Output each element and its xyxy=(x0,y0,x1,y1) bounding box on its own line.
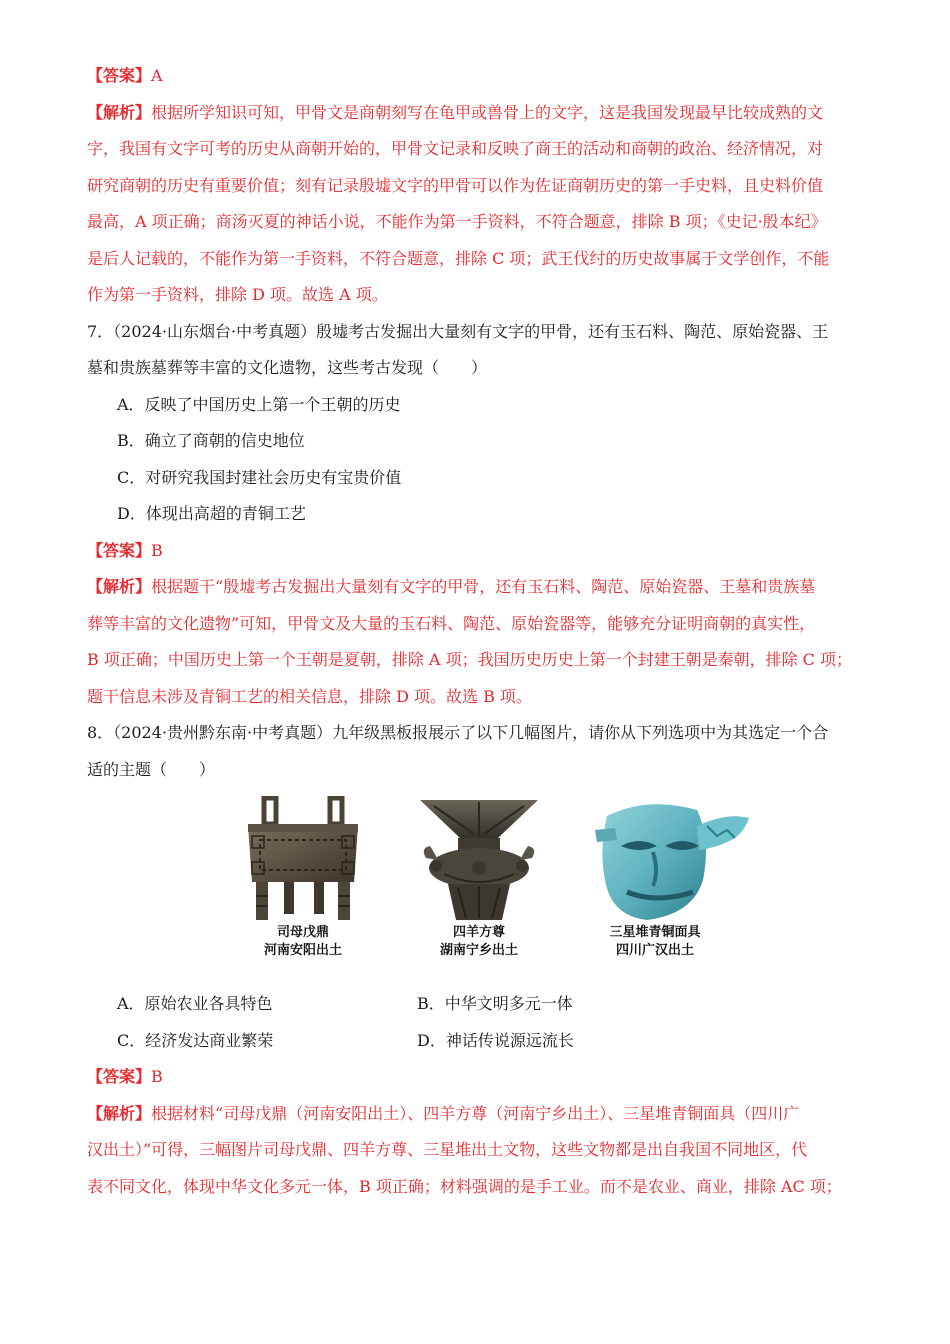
q8-option-c: C．经济发达商业繁荣 xyxy=(117,1030,274,1050)
q6-analysis-line-3: 研究商朝的历史有重要价值；刻有记录殷墟文字的甲骨可以作为佐证商朝历史的第一手史料，且史料价值 xyxy=(87,175,824,195)
q8-options-row-2 xyxy=(87,1023,865,1060)
q8-stem-line-1: 8．（2024·贵州黔东南·中考真题）九年级黑板报展示了以下几幅图片，请你从下列选项中为其选定一个合 xyxy=(87,723,829,742)
analysis-tag: 【解析】 xyxy=(87,577,152,596)
figure-caption-origin: 河南安阳出土 xyxy=(263,943,342,958)
q7-stem-line-1: 7．（2024·山东烟台·中考真题）殷墟考古发掘出大量刻有文字的甲骨，还有玉石料、陶范、原始瓷器、王 xyxy=(87,321,829,341)
answer-tag: 【答案】 xyxy=(87,1067,152,1086)
q7-stem-line-2: 墓和贵族墓葬等丰富的文化遗物，这些考古发现（ ） xyxy=(87,358,488,377)
q6-answer xyxy=(87,58,865,95)
q6-analysis-line-6: 作为第一手资料，排除 D 项。故选 A 项。 xyxy=(87,285,388,304)
analysis-tag: 【解析】 xyxy=(87,1103,152,1123)
answer-value: B xyxy=(151,1067,163,1086)
q8-analysis-line-2: 汉出土）”可得，三幅图片司母戊鼎、四羊方尊、三星堆出土文物，这些文物都是出自我国不同地区，代 xyxy=(87,1140,808,1159)
q8-stem-line-2: 适的主题（ ） xyxy=(87,759,216,779)
document-page xyxy=(87,58,865,1205)
q7-option-a: A．反映了中国历史上第一个王朝的历史 xyxy=(117,394,401,414)
figure-caption-name: 四羊方尊 xyxy=(452,925,505,940)
figure-caption-origin: 湖南宁乡出土 xyxy=(439,943,518,958)
answer-value: B xyxy=(151,540,163,560)
figure-caption-name: 三星堆青铜面具 xyxy=(609,925,701,940)
q6-analysis-line-4: 最高，A 项正确；商汤灭夏的神话小说，不能作为第一手资料，不符合题意，排除 B 项；《史记·殷本纪》 xyxy=(87,212,827,231)
q8-analysis-line-3: 表不同文化，体现中华文化多元一体，B 项正确；材料强调的是手工业。而不是农业、商业，排除 AC 项； xyxy=(87,1176,842,1196)
q7-analysis-line-1: 【解析】根据题干“殷墟考古发掘出大量刻有文字的甲骨，还有玉石料、陶范、原始瓷器、王墓和贵族墓 xyxy=(87,577,816,596)
q8-figures xyxy=(87,796,865,976)
q8-option-a: A．原始农业各具特色 xyxy=(117,994,273,1013)
q8-option-d: D．神话传说源远流长 xyxy=(417,1030,574,1050)
analysis-tag: 【解析】 xyxy=(87,102,152,122)
q7-option-b: B．确立了商朝的信史地位 xyxy=(117,431,305,450)
answer-tag: 【答案】 xyxy=(87,66,152,85)
ding-image xyxy=(238,796,368,924)
figure-siyang-fangzun xyxy=(391,796,567,976)
q7-option-c: C．对研究我国封建社会历史有宝贵价值 xyxy=(117,467,402,487)
q8-option-b: B．中华文明多元一体 xyxy=(417,994,573,1013)
q7-analysis-line-3: B 项正确；中国历史上第一个王朝是夏朝，排除 A 项；我国历史历史上第一个封建王朝是秦朝，排除 C 项； xyxy=(87,650,852,669)
q7-option-d: D．体现出高超的青铜工艺 xyxy=(117,504,306,523)
answer-tag: 【答案】 xyxy=(87,540,152,560)
q6-analysis-line-1: 【解析】根据所学知识可知，甲骨文是商朝刻写在龟甲或兽骨上的文字，这是我国发现最早比较成熟的文 xyxy=(87,102,824,122)
figure-caption-origin: 四川广汉出土 xyxy=(615,943,694,958)
q7-analysis-line-4: 题干信息未涉及青铜工艺的相关信息，排除 D 项。故选 B 项。 xyxy=(87,686,532,706)
q6-analysis-line-5: 是后人记载的，不能作为第一手资料，不符合题意，排除 C 项；武王伐纣的历史故事属于文学创作，不能 xyxy=(87,248,830,268)
zun-image xyxy=(414,796,544,924)
figure-caption-name: 司母戊鼎 xyxy=(276,925,329,940)
q7-analysis-line-2: 葬等丰富的文化遗物”可知，甲骨文及大量的玉石料、陶范、原始瓷器等，能够充分证明商朝的真实性， xyxy=(87,613,816,633)
figure-simuwu-ding xyxy=(215,796,391,976)
q8-answer xyxy=(87,1059,865,1096)
q8-analysis-line-1: 【解析】根据材料“司母戊鼎（河南安阳出土）、四羊方尊（河南宁乡出土）、三星堆青铜面具（四川广 xyxy=(87,1103,800,1123)
q7-answer xyxy=(87,533,865,570)
mask-image xyxy=(567,796,757,924)
answer-value: A xyxy=(151,66,163,85)
q8-options-row-1 xyxy=(87,986,865,1023)
q6-analysis-line-2: 字，我国有文字可考的历史从商朝开始的，甲骨文记录和反映了商王的活动和商朝的政治、经济情况，对 xyxy=(87,139,824,158)
figure-sanxingdui-mask xyxy=(567,796,743,976)
